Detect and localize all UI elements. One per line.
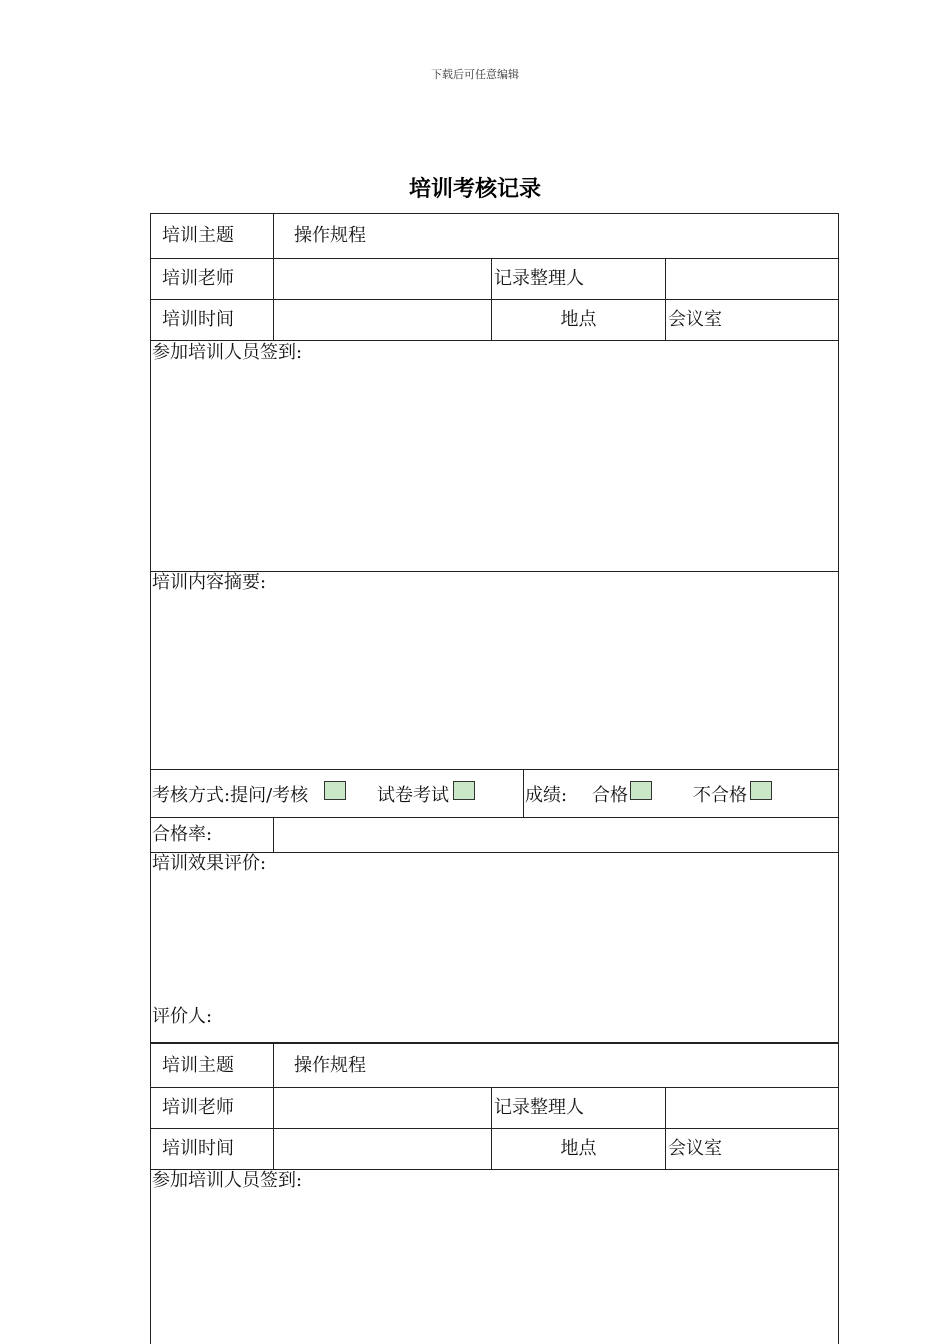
qa-exam-checkbox[interactable] <box>324 781 346 800</box>
location-label-2: 地点 <box>560 1138 597 1159</box>
summary-cell[interactable] <box>150 571 839 770</box>
attendees-label: 参加培训人员签到: <box>152 342 303 363</box>
attendees-label-2: 参加培训人员签到: <box>152 1170 303 1191</box>
recorder-value-cell[interactable] <box>665 258 839 300</box>
topic-value-2: 操作规程 <box>294 1054 366 1076</box>
recorder-value-cell-2[interactable] <box>665 1087 839 1129</box>
topic-label-cell <box>150 213 274 259</box>
attendees-cell-2[interactable] <box>150 1169 839 1344</box>
pass-rate-label: 合格率: <box>152 824 213 845</box>
score-cell <box>523 769 839 818</box>
location-label-cell <box>491 299 666 341</box>
time-label-cell <box>150 299 274 341</box>
location-label: 地点 <box>560 309 597 330</box>
evaluation-label: 培训效果评价: <box>152 853 267 874</box>
pass-label: 合格 <box>592 785 628 806</box>
summary-label: 培训内容摘要: <box>152 572 267 593</box>
written-exam-checkbox[interactable] <box>453 781 475 800</box>
topic-value: 操作规程 <box>294 225 366 246</box>
location-value-cell-2[interactable] <box>665 1128 839 1170</box>
location-value-2: 会议室 <box>668 1138 722 1159</box>
evaluator-label: 评价人: <box>152 1006 213 1027</box>
time-label-2: 培训时间 <box>162 1138 234 1159</box>
attendees-cell[interactable] <box>150 340 839 572</box>
topic-label: 培训主题 <box>162 225 234 246</box>
method-label: 考核方式:提问/考核 <box>152 785 309 806</box>
teacher-label-2: 培训老师 <box>162 1097 234 1118</box>
header-note: 下载后可任意编辑 <box>431 68 519 81</box>
recorder-label-cell <box>491 258 666 300</box>
pass-rate-value-cell[interactable] <box>273 817 839 853</box>
time-label: 培训时间 <box>162 309 234 330</box>
written-exam-label: 试卷考试 <box>377 785 449 806</box>
teacher-value-cell-2[interactable] <box>273 1087 492 1129</box>
teacher-label-cell-2 <box>150 1087 274 1129</box>
topic-value-cell[interactable] <box>273 213 839 259</box>
score-label: 成绩: <box>525 785 568 806</box>
topic-value-cell-2[interactable] <box>273 1042 839 1088</box>
page-title: 培训考核记录 <box>408 177 541 202</box>
topic-label-2: 培训主题 <box>162 1054 234 1076</box>
location-label-cell-2 <box>491 1128 666 1170</box>
recorder-label: 记录整理人 <box>494 268 584 289</box>
evaluation-cell[interactable] <box>150 852 839 1043</box>
recorder-label-cell-2 <box>491 1087 666 1129</box>
pass-checkbox[interactable] <box>630 781 652 800</box>
pass-rate-label-cell <box>150 817 274 853</box>
teacher-label: 培训老师 <box>162 268 234 289</box>
topic-label-cell-2 <box>150 1042 274 1088</box>
teacher-value-cell[interactable] <box>273 258 492 300</box>
method-cell <box>150 769 524 818</box>
time-value-cell[interactable] <box>273 299 492 341</box>
location-value: 会议室 <box>668 309 722 330</box>
time-label-cell-2 <box>150 1128 274 1170</box>
location-value-cell[interactable] <box>665 299 839 341</box>
teacher-label-cell <box>150 258 274 300</box>
time-value-cell-2[interactable] <box>273 1128 492 1170</box>
fail-label: 不合格 <box>693 785 747 806</box>
fail-checkbox[interactable] <box>750 781 772 800</box>
recorder-label-2: 记录整理人 <box>494 1097 584 1118</box>
